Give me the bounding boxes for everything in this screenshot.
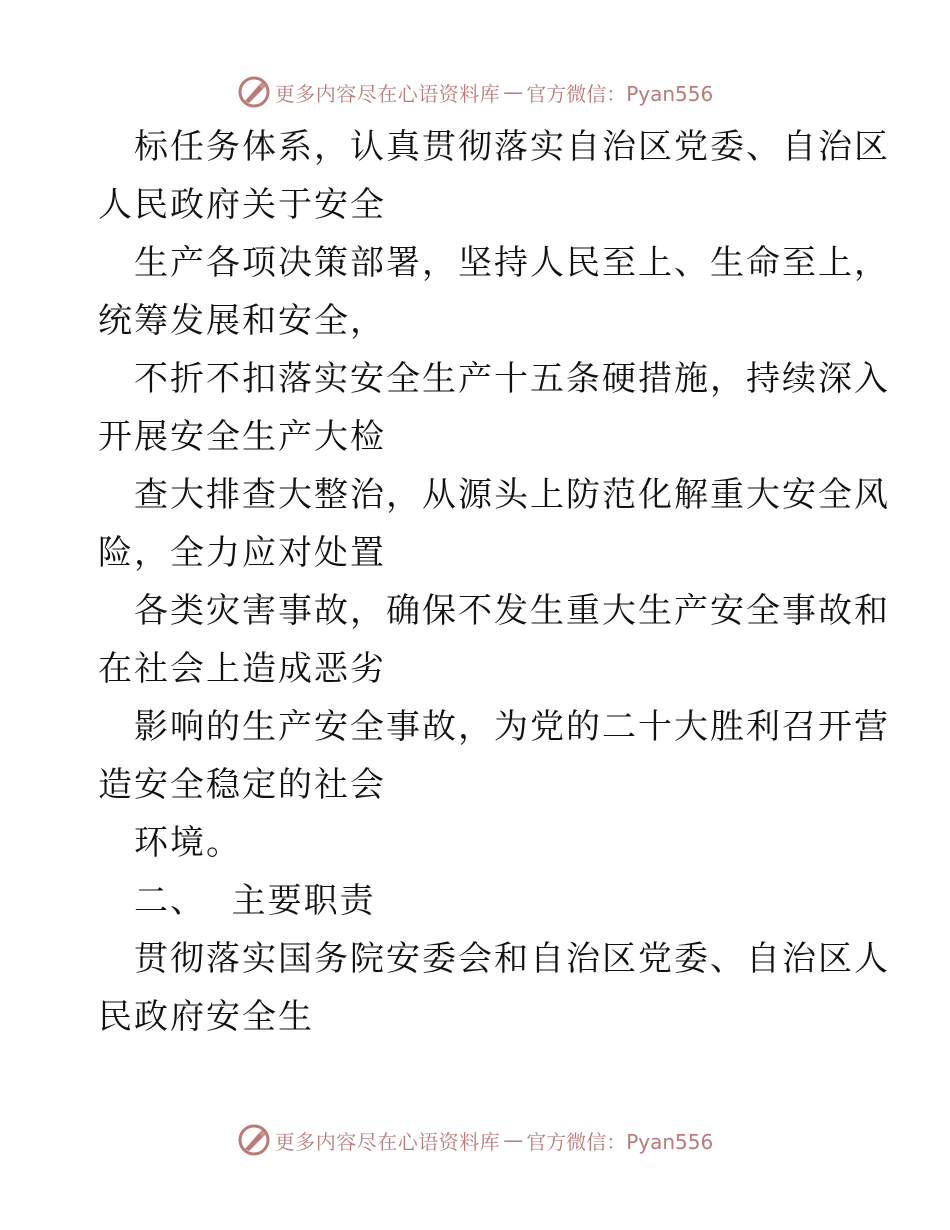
watermark-separator: — bbox=[503, 1128, 524, 1152]
text-line: 贯彻落实国务院安委会和自治区党委、自治区人 bbox=[134, 939, 890, 979]
text-line: 标任务体系，认真贯彻落实自治区党委、自治区 bbox=[134, 127, 890, 167]
pen-circle-icon bbox=[237, 1123, 271, 1157]
pen-circle-icon bbox=[237, 75, 271, 109]
watermark-text: 更多内容尽在心语资料库 bbox=[274, 1129, 501, 1154]
text-line: 在社会上造成恶劣 bbox=[98, 649, 386, 689]
text-line: 环境。 bbox=[134, 823, 242, 863]
text-line: 不折不扣落实安全生产十五条硬措施，持续深入 bbox=[134, 359, 890, 399]
text-line: 生产各项决策部署，坚持人民至上、生命至上， bbox=[134, 243, 890, 283]
text-line: 统筹发展和安全， bbox=[98, 301, 386, 341]
footer-watermark bbox=[0, 1120, 950, 1160]
text-line: 造安全稳定的社会 bbox=[98, 765, 386, 805]
text-line: 影响的生产安全事故，为党的二十大胜利召开营 bbox=[134, 707, 890, 747]
text-line: 查大排查大整治，从源头上防范化解重大安全风 bbox=[134, 475, 890, 515]
header-watermark bbox=[0, 72, 950, 112]
text-line: 开展安全生产大检 bbox=[98, 417, 386, 457]
watermark-wechat: 官方微信：Pyan556 bbox=[526, 1129, 714, 1154]
section-heading: 二、 主要职责 bbox=[134, 881, 376, 921]
text-line: 险，全力应对处置 bbox=[98, 533, 386, 573]
text-line: 人民政府关于安全 bbox=[98, 185, 386, 225]
watermark-separator: — bbox=[503, 80, 524, 104]
text-line: 民政府安全生 bbox=[98, 997, 314, 1037]
text-line: 各类灾害事故，确保不发生重大生产安全事故和 bbox=[134, 591, 890, 631]
watermark-text: 更多内容尽在心语资料库 bbox=[274, 81, 501, 106]
document-body bbox=[98, 118, 890, 1046]
watermark-wechat: 官方微信：Pyan556 bbox=[526, 81, 714, 106]
